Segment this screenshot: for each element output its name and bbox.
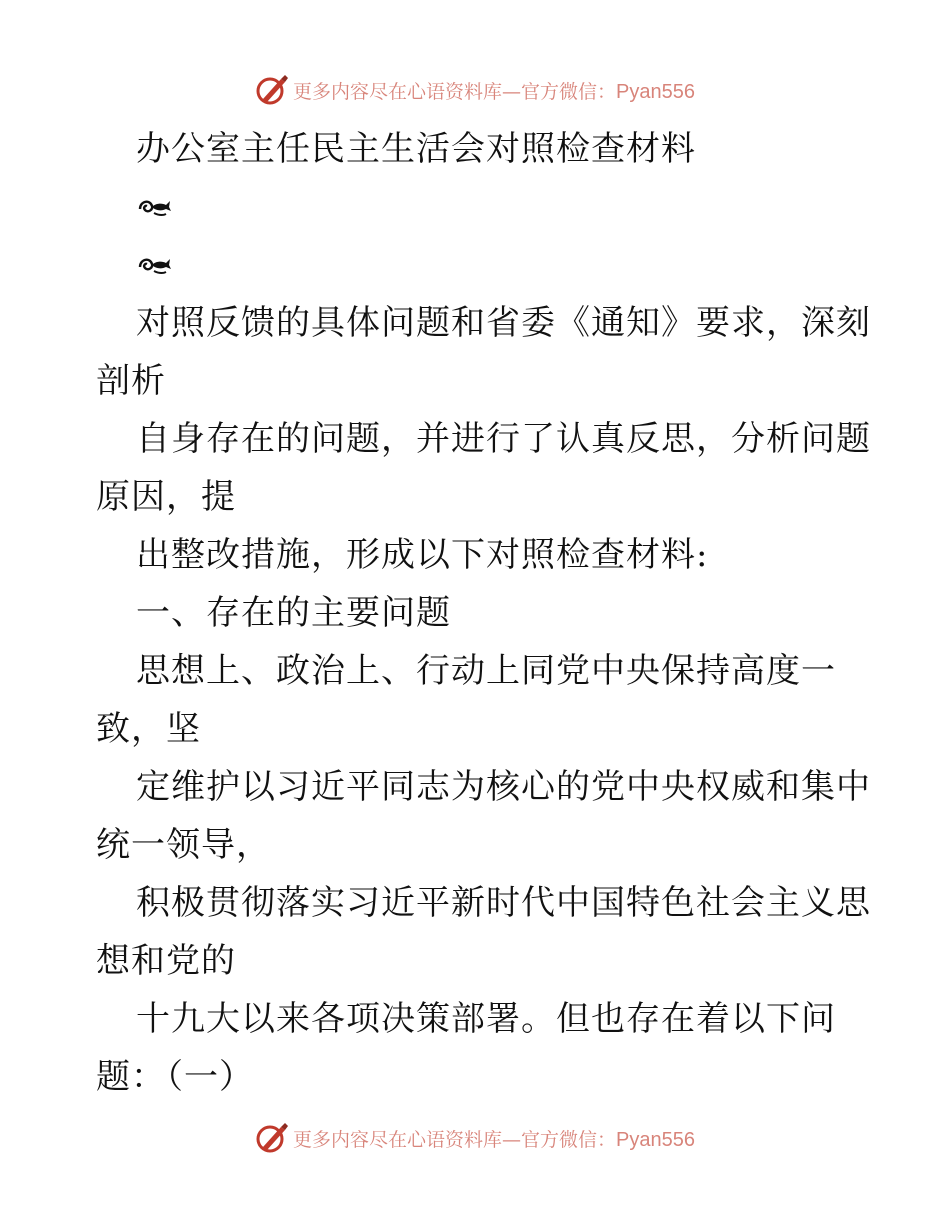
paragraph-line: 想和党的 <box>96 941 236 981</box>
ornament-row <box>96 236 856 294</box>
document-body <box>96 120 871 1106</box>
paragraph-line: 思想上、政治上、行动上同党中央保持高度一 <box>136 651 836 691</box>
pen-circle-logo-icon <box>255 1121 289 1155</box>
paragraph-line: 原因，提 <box>96 477 236 517</box>
footer-watermark <box>0 1118 950 1158</box>
pen-circle-logo-icon <box>255 73 289 107</box>
ornament-row <box>96 178 856 236</box>
paragraph-line: 十九大以来各项决策部署。但也存在着以下问 <box>136 999 836 1039</box>
paragraph-line: 剖析 <box>96 361 166 401</box>
floral-ornament-icon <box>136 195 172 219</box>
paragraph-line: 统一领导， <box>96 825 271 865</box>
watermark-text: 更多内容尽在心语资料库—官方微信：Pyan556 <box>293 80 695 103</box>
watermark-text: 更多内容尽在心语资料库—官方微信：Pyan556 <box>293 1128 695 1151</box>
paragraph-line: 定维护以习近平同志为核心的党中央权威和集中 <box>136 767 871 807</box>
paragraph-line: 对照反馈的具体问题和省委《通知》要求，深刻 <box>136 303 871 343</box>
paragraph-line: 自身存在的问题，并进行了认真反思，分析问题 <box>136 419 871 459</box>
paragraph-line: 积极贯彻落实习近平新时代中国特色社会主义思 <box>136 883 871 923</box>
paragraph-line: 致，坚 <box>96 709 201 749</box>
paragraph-line: 题：（一） <box>96 1057 254 1097</box>
header-watermark <box>0 70 950 110</box>
paragraph-line: 出整改措施，形成以下对照检查材料: <box>136 535 709 575</box>
section-heading: 一、存在的主要问题 <box>136 593 451 633</box>
document-title: 办公室主任民主生活会对照检查材料 <box>136 129 696 169</box>
floral-ornament-icon <box>136 253 172 277</box>
